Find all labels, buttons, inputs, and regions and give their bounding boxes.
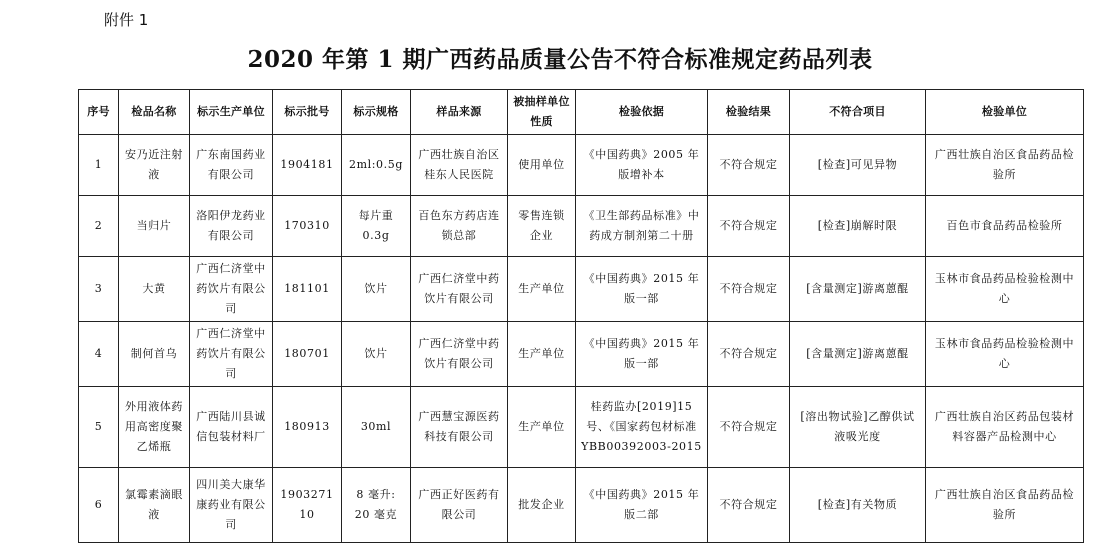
cell-failed-item: [检查]可见异物 xyxy=(790,135,926,196)
cell-test-basis: 《中国药典》2005 年版增补本 xyxy=(576,135,708,196)
cell-failed-item: [含量测定]游离蒽醌 xyxy=(790,257,926,322)
cell-manufacturer: 洛阳伊龙药业有限公司 xyxy=(190,196,273,257)
cell-index: 5 xyxy=(79,387,119,468)
cell-test-basis: 《中国药典》2015 年版二部 xyxy=(576,468,708,543)
cell-product-name: 当归片 xyxy=(119,196,190,257)
cell-test-result: 不符合规定 xyxy=(708,196,790,257)
cell-sampled-unit-type: 生产单位 xyxy=(508,322,576,387)
cell-specification: 饮片 xyxy=(342,257,411,322)
header-batch-number: 标示批号 xyxy=(273,90,342,135)
cell-index: 6 xyxy=(79,468,119,543)
table-row xyxy=(79,196,1084,257)
cell-testing-unit: 广西壮族自治区药品包装材料容器产品检测中心 xyxy=(926,387,1084,468)
cell-index: 3 xyxy=(79,257,119,322)
document-title: 2020 年第 1 期广西药品质量公告不符合标准规定药品列表 xyxy=(247,46,873,73)
cell-test-result: 不符合规定 xyxy=(708,468,790,543)
header-sample-source: 样品来源 xyxy=(411,90,508,135)
cell-sample-source: 广西慧宝源医药科技有限公司 xyxy=(411,387,508,468)
cell-batch-number: 181101 xyxy=(273,257,342,322)
header-specification: 标示规格 xyxy=(342,90,411,135)
cell-sampled-unit-type: 生产单位 xyxy=(508,387,576,468)
cell-sample-source: 广西仁济堂中药饮片有限公司 xyxy=(411,257,508,322)
cell-specification: 8 毫升: 20 毫克 xyxy=(342,468,411,543)
cell-failed-item: [含量测定]游离蒽醌 xyxy=(790,322,926,387)
table-row xyxy=(79,387,1084,468)
header-test-basis: 检验依据 xyxy=(576,90,708,135)
cell-product-name: 氯霉素滴眼液 xyxy=(119,468,190,543)
cell-test-basis: 《卫生部药品标准》中药成方制剂第二十册 xyxy=(576,196,708,257)
cell-batch-number: 180913 xyxy=(273,387,342,468)
cell-manufacturer: 四川美大康华康药业有限公司 xyxy=(190,468,273,543)
cell-testing-unit: 玉林市食品药品检验检测中心 xyxy=(926,257,1084,322)
header-testing-unit: 检验单位 xyxy=(926,90,1084,135)
header-test-result: 检验结果 xyxy=(708,90,790,135)
table-row xyxy=(79,135,1084,196)
cell-manufacturer: 广西陆川县诚信包装材料厂 xyxy=(190,387,273,468)
cell-testing-unit: 广西壮族自治区食品药品检验所 xyxy=(926,135,1084,196)
cell-test-basis: 《中国药典》2015 年版一部 xyxy=(576,322,708,387)
header-index: 序号 xyxy=(79,90,119,135)
cell-failed-item: [检查]崩解时限 xyxy=(790,196,926,257)
cell-manufacturer: 广西仁济堂中药饮片有限公司 xyxy=(190,257,273,322)
cell-sampled-unit-type: 批发企业 xyxy=(508,468,576,543)
noncompliant-drug-table xyxy=(78,89,1084,543)
header-sampled-unit-type: 被抽样单位性质 xyxy=(508,90,576,135)
cell-product-name: 制何首乌 xyxy=(119,322,190,387)
cell-test-basis: 《中国药典》2015 年版一部 xyxy=(576,257,708,322)
cell-testing-unit: 广西壮族自治区食品药品检验所 xyxy=(926,468,1084,543)
cell-batch-number: 170310 xyxy=(273,196,342,257)
cell-index: 1 xyxy=(79,135,119,196)
cell-product-name: 安乃近注射液 xyxy=(119,135,190,196)
cell-sample-source: 广西壮族自治区桂东人民医院 xyxy=(411,135,508,196)
cell-testing-unit: 百色市食品药品检验所 xyxy=(926,196,1084,257)
cell-failed-item: [检查]有关物质 xyxy=(790,468,926,543)
cell-product-name: 大黄 xyxy=(119,257,190,322)
cell-test-basis: 桂药监办[2019]15 号、《国家药包材标准 YBB00392003-2015 xyxy=(576,387,708,468)
annex-label: 附件 1 xyxy=(104,11,149,29)
cell-sampled-unit-type: 生产单位 xyxy=(508,257,576,322)
table-row xyxy=(79,468,1084,543)
cell-sample-source: 百色东方药店连锁总部 xyxy=(411,196,508,257)
cell-specification: 饮片 xyxy=(342,322,411,387)
cell-test-result: 不符合规定 xyxy=(708,257,790,322)
cell-sampled-unit-type: 零售连锁企业 xyxy=(508,196,576,257)
cell-batch-number: 1904181 xyxy=(273,135,342,196)
cell-specification: 2ml:0.5g xyxy=(342,135,411,196)
table-row xyxy=(79,257,1084,322)
cell-index: 2 xyxy=(79,196,119,257)
header-product-name: 检品名称 xyxy=(119,90,190,135)
cell-testing-unit: 玉林市食品药品检验检测中心 xyxy=(926,322,1084,387)
cell-specification: 每片重 0.3g xyxy=(342,196,411,257)
cell-batch-number: 180701 xyxy=(273,322,342,387)
cell-manufacturer: 广东南国药业有限公司 xyxy=(190,135,273,196)
cell-manufacturer: 广西仁济堂中药饮片有限公司 xyxy=(190,322,273,387)
cell-specification: 30ml xyxy=(342,387,411,468)
cell-sampled-unit-type: 使用单位 xyxy=(508,135,576,196)
header-manufacturer: 标示生产单位 xyxy=(190,90,273,135)
cell-batch-number: 190327110 xyxy=(273,468,342,543)
cell-test-result: 不符合规定 xyxy=(708,387,790,468)
table-header-row xyxy=(79,90,1084,135)
cell-sample-source: 广西仁济堂中药饮片有限公司 xyxy=(411,322,508,387)
cell-index: 4 xyxy=(79,322,119,387)
cell-failed-item: [溶出物试验]乙醇供试液吸光度 xyxy=(790,387,926,468)
cell-product-name: 外用液体药用高密度聚乙烯瓶 xyxy=(119,387,190,468)
table-row xyxy=(79,322,1084,387)
header-failed-item: 不符合项目 xyxy=(790,90,926,135)
cell-test-result: 不符合规定 xyxy=(708,135,790,196)
cell-test-result: 不符合规定 xyxy=(708,322,790,387)
cell-sample-source: 广西正好医药有限公司 xyxy=(411,468,508,543)
